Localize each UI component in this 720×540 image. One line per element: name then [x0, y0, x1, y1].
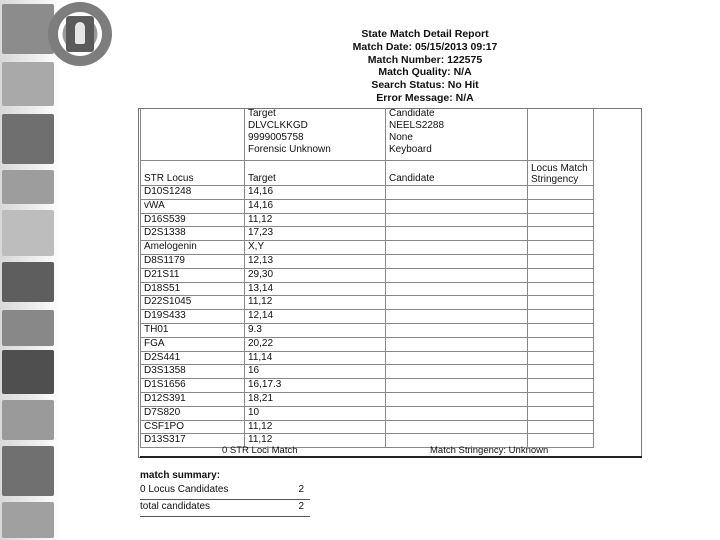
target-info-line: Forensic Unknown [248, 144, 331, 155]
stringency-cell [528, 213, 594, 227]
profile-info-row [141, 108, 594, 161]
candidate-cell [386, 337, 528, 351]
target-cell: 11,14 [245, 351, 386, 365]
target-cell: 11,12 [245, 296, 386, 310]
match-date: Match Date: 05/15/2013 09:17 [352, 40, 498, 53]
summary-value: 2 [298, 484, 304, 495]
locus-cell: D2S1338 [141, 227, 245, 241]
lab-photo-thumbnail [2, 502, 54, 538]
locus-cell: D8S1179 [141, 254, 245, 268]
table-row [141, 268, 594, 282]
target-cell: 17,23 [245, 227, 386, 241]
locus-cell: D12S391 [141, 392, 245, 406]
error-message: Error Message: N/A [376, 91, 474, 104]
stringency-cell [528, 420, 594, 434]
lab-photo-thumbnail [2, 4, 54, 54]
table-row [141, 296, 594, 310]
target-cell: 11,12 [245, 213, 386, 227]
candidate-cell [386, 351, 528, 365]
target-cell: 16,17.3 [245, 379, 386, 393]
forensic-crest-logo [48, 2, 112, 66]
summary-row [140, 501, 310, 514]
lab-photo-thumbnail [2, 210, 54, 256]
column-header-candidate: Candidate [386, 161, 528, 186]
decorative-photo-strip [0, 0, 62, 540]
locus-cell: D19S433 [141, 310, 245, 324]
microscope-photo-thumbnail [2, 114, 54, 164]
target-cell: 14,16 [245, 186, 386, 200]
lab-photo-thumbnail [2, 62, 54, 106]
stringency-cell [528, 241, 594, 255]
candidate-cell [386, 282, 528, 296]
target-cell: 10 [245, 406, 386, 420]
microscope-icon [66, 16, 94, 52]
lab-photo-thumbnail [2, 446, 54, 496]
summary-label: total candidates [140, 501, 211, 512]
table-row [141, 310, 594, 324]
locus-cell: D10S1248 [141, 186, 245, 200]
table-row [141, 420, 594, 434]
table-row [141, 365, 594, 379]
empty-cell [528, 108, 594, 161]
stringency-cell [528, 323, 594, 337]
candidate-info-line: Candidate [389, 108, 435, 119]
summary-label: 0 Locus Candidates [140, 484, 229, 495]
divider [140, 516, 310, 517]
lab-photo-thumbnail [2, 400, 54, 440]
target-info-line: DLVCLKKGD [248, 120, 308, 131]
candidate-info-line: NEELS2288 [389, 120, 445, 131]
table-row [141, 337, 594, 351]
table-row [141, 392, 594, 406]
candidate-cell [386, 323, 528, 337]
candidate-cell [386, 254, 528, 268]
locus-cell: D1S1656 [141, 379, 245, 393]
stringency-cell [528, 186, 594, 200]
stringency-cell [528, 296, 594, 310]
empty-cell [141, 108, 245, 161]
target-cell: 11,12 [245, 434, 386, 448]
summary-value: 2 [298, 501, 304, 512]
locus-cell: Amelogenin [141, 241, 245, 255]
hard-drive-photo-thumbnail [2, 350, 54, 394]
stringency-cell [528, 392, 594, 406]
stringency-cell [528, 337, 594, 351]
target-cell: X,Y [245, 241, 386, 255]
match-summary [140, 470, 220, 484]
target-cell: 16 [245, 365, 386, 379]
table-row [141, 227, 594, 241]
summary-row [140, 484, 310, 497]
locus-cell: D3S1358 [141, 365, 245, 379]
locus-cell: D2S441 [141, 351, 245, 365]
stringency-cell [528, 282, 594, 296]
candidate-cell [386, 406, 528, 420]
locus-rows [141, 186, 594, 448]
target-info-line: Target [248, 108, 276, 119]
match-number: Match Number: 122575 [367, 53, 483, 66]
candidate-cell [386, 227, 528, 241]
match-stringency: Match Stringency: Unknown [430, 445, 549, 456]
table-row [141, 213, 594, 227]
summary-title: match summary: [140, 470, 221, 481]
table-row [141, 186, 594, 200]
candidate-cell [386, 420, 528, 434]
table-row [141, 282, 594, 296]
table-row [141, 323, 594, 337]
match-quality: Match Quality: N/A [378, 66, 472, 79]
candidate-cell [386, 296, 528, 310]
locus-cell: TH01 [141, 323, 245, 337]
target-cell: 9.3 [245, 323, 386, 337]
locus-cell: D7S820 [141, 406, 245, 420]
candidate-cell [386, 268, 528, 282]
candidate-cell [386, 199, 528, 213]
target-cell: 12,14 [245, 310, 386, 324]
candidate-cell [386, 392, 528, 406]
target-cell: 13,14 [245, 282, 386, 296]
candidate-info-line: Keyboard [389, 144, 432, 155]
target-cell: 12,13 [245, 254, 386, 268]
candidate-info [386, 108, 528, 161]
stringency-cell [528, 227, 594, 241]
search-status: Search Status: No Hit [371, 79, 479, 92]
locus-cell: D22S1045 [141, 296, 245, 310]
locus-cell: D16S539 [141, 213, 245, 227]
target-cell: 20,22 [245, 337, 386, 351]
divider [140, 499, 310, 500]
locus-cell: vWA [141, 199, 245, 213]
target-cell: 14,16 [245, 199, 386, 213]
str-locus-table [140, 108, 594, 448]
table-row [141, 254, 594, 268]
locus-cell: FGA [141, 337, 245, 351]
stringency-cell [528, 406, 594, 420]
column-header-locus: STR Locus [141, 161, 245, 186]
candidate-info-line: None [389, 132, 413, 143]
target-cell: 18,21 [245, 392, 386, 406]
locus-cell: D21S11 [141, 268, 245, 282]
column-header-stringency: Locus Match Stringency [528, 161, 594, 186]
candidate-cell [386, 379, 528, 393]
target-info [245, 108, 386, 161]
target-cell: 29,30 [245, 268, 386, 282]
stringency-cell [528, 199, 594, 213]
candidate-cell [386, 365, 528, 379]
candidate-cell [386, 213, 528, 227]
candidate-cell [386, 310, 528, 324]
report-title: State Match Detail Report [361, 28, 489, 40]
table-row [141, 351, 594, 365]
stringency-cell [528, 379, 594, 393]
locus-cell: D18S51 [141, 282, 245, 296]
laptop-photo-thumbnail [2, 170, 54, 204]
locus-cell: CSF1PO [141, 420, 245, 434]
stringency-cell [528, 268, 594, 282]
stringency-cell [528, 351, 594, 365]
target-info-line: 9999005758 [248, 132, 304, 143]
divider [140, 456, 642, 458]
stringency-cell [528, 254, 594, 268]
table-row [141, 406, 594, 420]
table-row [141, 379, 594, 393]
table-row [141, 199, 594, 213]
column-header-row [141, 161, 594, 186]
stringency-cell [528, 365, 594, 379]
loci-match-count: 0 STR Loci Match [222, 445, 298, 456]
target-cell: 11,12 [245, 420, 386, 434]
test-tubes-photo-thumbnail [2, 262, 54, 302]
report-header [310, 28, 540, 105]
stringency-cell [528, 310, 594, 324]
candidate-cell [386, 241, 528, 255]
locus-cell: D13S317 [141, 434, 245, 448]
candidate-cell [386, 186, 528, 200]
lab-worker-photo-thumbnail [2, 310, 54, 346]
column-header-target: Target [245, 161, 386, 186]
table-row [141, 241, 594, 255]
